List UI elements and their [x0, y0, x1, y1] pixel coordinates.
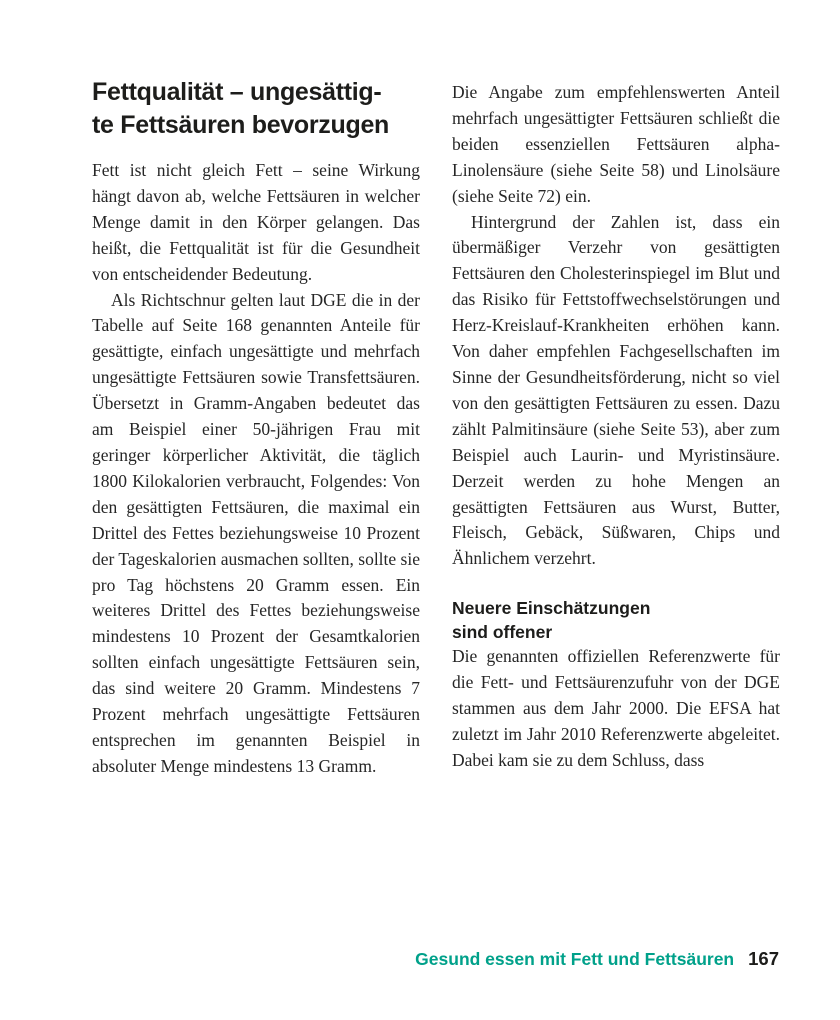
footer-title: Gesund essen mit Fett und Fettsäuren	[415, 949, 735, 969]
left-column	[92, 76, 420, 780]
right-column	[452, 80, 780, 774]
paragraph-intro: Fett ist nicht gleich Fett – seine Wirkung hängt davon ab, welche Fettsäuren in welcher Menge damit in den Körper gelangen. Das heißt, die Fettqualität ist für die Gesundheit von entscheidender Bedeutung.	[92, 160, 420, 284]
page-number: 167	[748, 948, 779, 969]
heading-line-1: Fettqualität – ungesättig-	[92, 78, 382, 106]
section-heading	[92, 76, 420, 142]
paragraph-referenzwerte: Die genannten offiziellen Referenzwerte für die Fett- und Fettsäurenzufuhr von der DGE stammen aus dem Jahr 2000. Die EFSA hat zuletzt im Jahr 2010 Referenzwerte abgeleitet. Dabei kam sie zu dem Schluss, dass	[452, 646, 780, 770]
paragraph-angabe: Die Angabe zum empfehlenswerten Anteil mehrfach ungesättigter Fettsäuren schließt die beiden essenziellen Fettsäuren alpha-Linolensäure (siehe Seite 58) und Linolsäure (siehe Seite 72) ein.	[452, 82, 780, 206]
paragraph-richtschnur: Als Richtschnur gelten laut DGE die in der Tabelle auf Seite 168 genannten Anteile für gesättigte, einfach ungesättigte und mehrfach ungesättigte Fettsäuren sowie Transfettsäuren. Übersetzt in Gramm-Angaben bedeutet das am Beispiel einer 50-jährigen Frau mit geringer körperlicher Aktivität, die täglich 1800 Kilokalorien verbraucht, Folgendes: Von den gesättigten Fettsäuren, die maximal ein Drittel des Fettes beziehungsweise 10 Prozent der Tageskalorien ausmachen sollten, sollte sie pro Tag höchstens 20 Gramm essen. Ein weiteres Drittel des Fettes beziehungsweise mindestens 10 Prozent der Gesamtkalorien sollten einfach ungesättigte Fettsäuren sein, das sind weitere 20 Gramm. Mindestens 7 Prozent mehrfach ungesättigte Fettsäuren entsprechen im genannten Beispiel in absoluter Menge mindestens 13 Gramm.	[92, 289, 420, 776]
subheading-line-1: Neuere Einschätzungen	[452, 598, 651, 619]
heading-line-2: te Fettsäuren bevorzugen	[92, 111, 390, 139]
subheading	[452, 596, 780, 644]
page-footer	[415, 948, 779, 970]
subheading-line-2: sind offener	[452, 622, 553, 643]
paragraph-hintergrund: Hintergrund der Zahlen ist, dass ein übermäßiger Verzehr von gesättigten Fettsäuren den Cholesterinspiegel im Blut und das Risiko für Fettstoffwechselstörungen und Herz-Kreislauf-Krankheiten erhöhen kann. Von daher empfehlen Fachgesellschaften im Sinne der Gesundheitsförderung, nicht so viel von den gesättigten Fettsäuren zu essen. Dazu zählt Palmitinsäure (siehe Seite 53), aber zum Beispiel auch Laurin- und Myristinsäure. Derzeit werden zu hohe Mengen an gesättigten Fettsäuren aus Wurst, Butter, Fleisch, Gebäck, Süßwaren, Chips und Ähnlichem verzehrt.	[452, 211, 780, 569]
